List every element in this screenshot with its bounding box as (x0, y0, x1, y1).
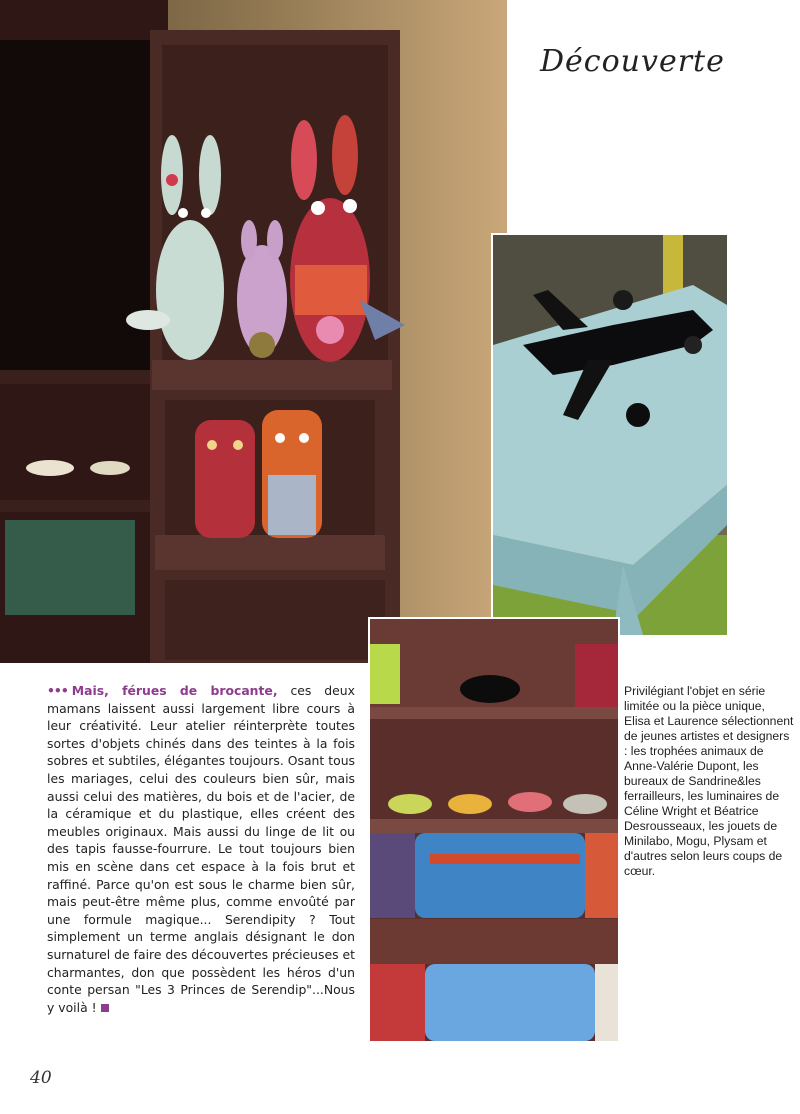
lead-bullets: ••• (47, 683, 68, 698)
article-text: ces deux mamans laissent aussi largement libre cours à leur créativité. Leur atelier réinterprète toutes sortes d'objets chinés dans des teintes à la fois sobres et subtiles, élégantes toujours. Osant tous les mariages, celui des couleurs bien sûr, mais aussi celui des matières, du bois et de l'acier, de la céramique et du plastique, elles créent des meubles originaux. Mais aussi du linge de lit ou des tapis fausse-fourrure. Le tout toujours bien mis en scène dans cet espace à la fois brut et raffiné. Parce qu'on est sous le charme bien sûr, mais peut-être même plus, comme envoûté par une formule magique... Serendipity ? Tout simplement un terme anglais désignant le don surnaturel de faire des découvertes précieuses et charmantes, don que possèdent les héros d'un conte persan "Les 3 Princes de Serendip"...Nous y voilà ! (47, 683, 355, 1015)
end-mark-square-icon (101, 1004, 109, 1012)
article-body (47, 682, 355, 1016)
photo-shelf-bowls-quilts (368, 617, 620, 1043)
caption-body: trophées animaux de Anne-Valérie Dupont, les bureaux de Sandrine&les ferrailleurs, les luminaires de Céline Wright et Béatrice Desrousseaux, les jouets de Minilabo, Mogu, Plysam et d'autres selon leurs coups de cœur. (624, 744, 783, 878)
photo-plush-toys-cabinet (0, 0, 507, 663)
page-number: 40 (30, 1068, 52, 1088)
caption-intro: Privilégiant l'objet en série limitée ou la pièce unique, Elisa et Laurence sélectionnent de jeunes artistes et designers : les (624, 684, 794, 758)
article-lead: Mais, férues de brocante, (71, 683, 278, 698)
designers-caption (624, 684, 794, 879)
photo-black-airplane-stool (491, 233, 729, 637)
section-title: Découverte (540, 44, 725, 79)
